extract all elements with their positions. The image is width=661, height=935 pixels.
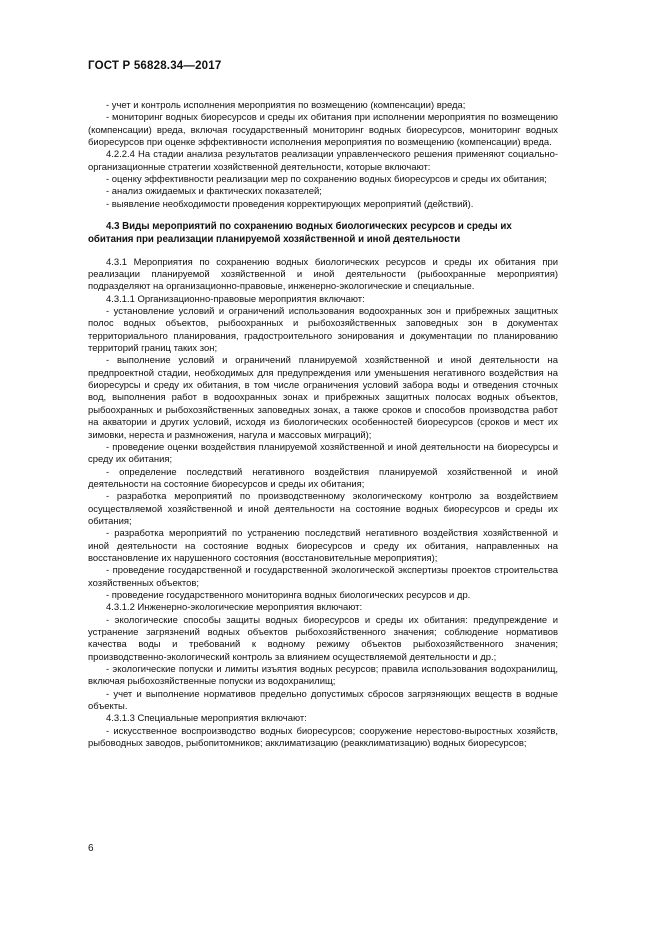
- paragraph: - учет и контроль исполнения мероприятия по возмещению (компенсации) вреда;: [106, 100, 466, 111]
- paragraph: 4.3.1.1 Организационно-правовые мероприятия включают:: [106, 293, 365, 305]
- document-header: ГОСТ Р 56828.34—2017: [88, 60, 222, 72]
- page-body: [88, 100, 558, 750]
- page-number: 6: [88, 843, 94, 854]
- spacer: [88, 247, 558, 257]
- paragraph: - выявление необходимости проведения корректирующих мероприятий (действий).: [106, 198, 474, 210]
- paragraph: - оценку эффективности реализации мер по сохранению водных биоресурсов и среды их обитания;: [106, 174, 547, 186]
- spacer: [88, 211, 558, 221]
- paragraph: 4.3.1.3 Специальные мероприятия включают:: [106, 713, 307, 725]
- paragraph: - установление условий и ограничений использования водоохранных зон и прибрежных защитных полос водных объектов, рыбоохранных и рыбохозяйственных заповедных зон в документах территориального планирования, градостроительного зонирования и документации по планированию территорий границ таких зон;: [88, 306, 558, 355]
- paragraph: - экологические способы защиты водных биоресурсов и среды их обитания: предупреждение и устранение загрязнений водных объектов рыбохозяйственного значения; соблюдение нормативов качества воды и требований к водному режиму объектов рыбохозяйственного значения; производственно-экологический контроль за влиянием осуществляемой деятельности и др.;: [88, 614, 558, 663]
- paragraph: 4.2.2.4 На стадии анализа результатов реализации управленческого решения применяют социально-организационные стратегии хозяйственной деятельности, которые включают:: [88, 149, 558, 173]
- paragraph: - выполнение условий и ограничений планируемой хозяйственной и иной деятельности на предпроектной стадии, необходимых для предупреждения или уменьшения негативного воздействия на биоресурсы и среду их обитания, в том числе ограничения условий забора воды и отведения сточных вод, выполнения работ в водоохранных зонах и прибрежных защитных полосах водных объектов, рыбоохранных и рыбохозяйственных заповедных зонах, а также сроков и способов производства работ на акватории и других условий, исходя из биологических особенностей биоресурсов (сроков и мест их зимовки, нереста и размножения, нагула и массовых миграций);: [88, 355, 558, 441]
- paragraph: 4.3.1 Мероприятия по сохранению водных биологических ресурсов и среды их обитания при реализации планируемой хозяйственной и иной деятельности (рыбоохранные мероприятия) подразделяют на организационно-правовые, инженерно-экологические и специальные.: [88, 256, 558, 293]
- paragraph: - учет и выполнение нормативов предельно допустимых сбросов загрязняющих веществ в водные объекты.: [88, 688, 558, 713]
- section-heading: 4.3 Виды мероприятий по сохранению водных биологических ресурсов и среды их обитания при реализации планируемой хозяйственной и иной деятельности: [88, 221, 512, 245]
- paragraph: - проведение оценки воздействия планируемой хозяйственной и иной деятельности на биоресурсы и среду их обитания;: [88, 441, 558, 466]
- paragraph: - проведение государственного мониторинга водных биологических ресурсов и др.: [106, 589, 471, 601]
- paragraph: - искусственное воспроизводство водных биоресурсов; сооружение нерестово-выростных хозяйств, рыбоводных заводов, рыбопитомников; акклиматизацию (реакклиматизацию) водных биоресурсов;: [88, 725, 558, 750]
- paragraph: - экологические попуски и лимиты изъятия водных ресурсов; правила использования водохранилищ, включая рыбохозяйственные попуски из водохранилищ;: [88, 664, 558, 688]
- paragraph: - анализ ожидаемых и фактических показателей;: [106, 186, 322, 198]
- paragraph: 4.3.1.2 Инженерно-экологические мероприятия включают:: [106, 602, 363, 614]
- paragraph: - проведение государственной и государственной экологической экспертизы проектов строительства хозяйственных объектов;: [88, 565, 558, 589]
- paragraph: - определение последствий негативного воздействия планируемой хозяйственной и иной деятельности на состояние биоресурсов и среды их обитания;: [88, 466, 558, 490]
- paragraph: - мониторинг водных биоресурсов и среды их обитания при исполнении мероприятия по возмещению (компенсации) вреда, включая государственный мониторинг водных биоресурсов, мониторинг водных биоресурсов при оценке эффективности исполнения мероприятия по возмещению (компенсации) вреда.: [88, 112, 558, 149]
- paragraph: - разработка мероприятий по производственному экологическому контролю за воздействием осуществляемой хозяйственной и иной деятельности на состояние водных биоресурсов и среды их обитания;: [88, 491, 558, 527]
- paragraph: - разработка мероприятий по устранению последствий негативного воздействия хозяйственной и иной деятельности на состояние водных биоресурсов и среду их обитания, направленных на восстановление их нарушенного состояния (восстановительные мероприятия);: [88, 528, 558, 564]
